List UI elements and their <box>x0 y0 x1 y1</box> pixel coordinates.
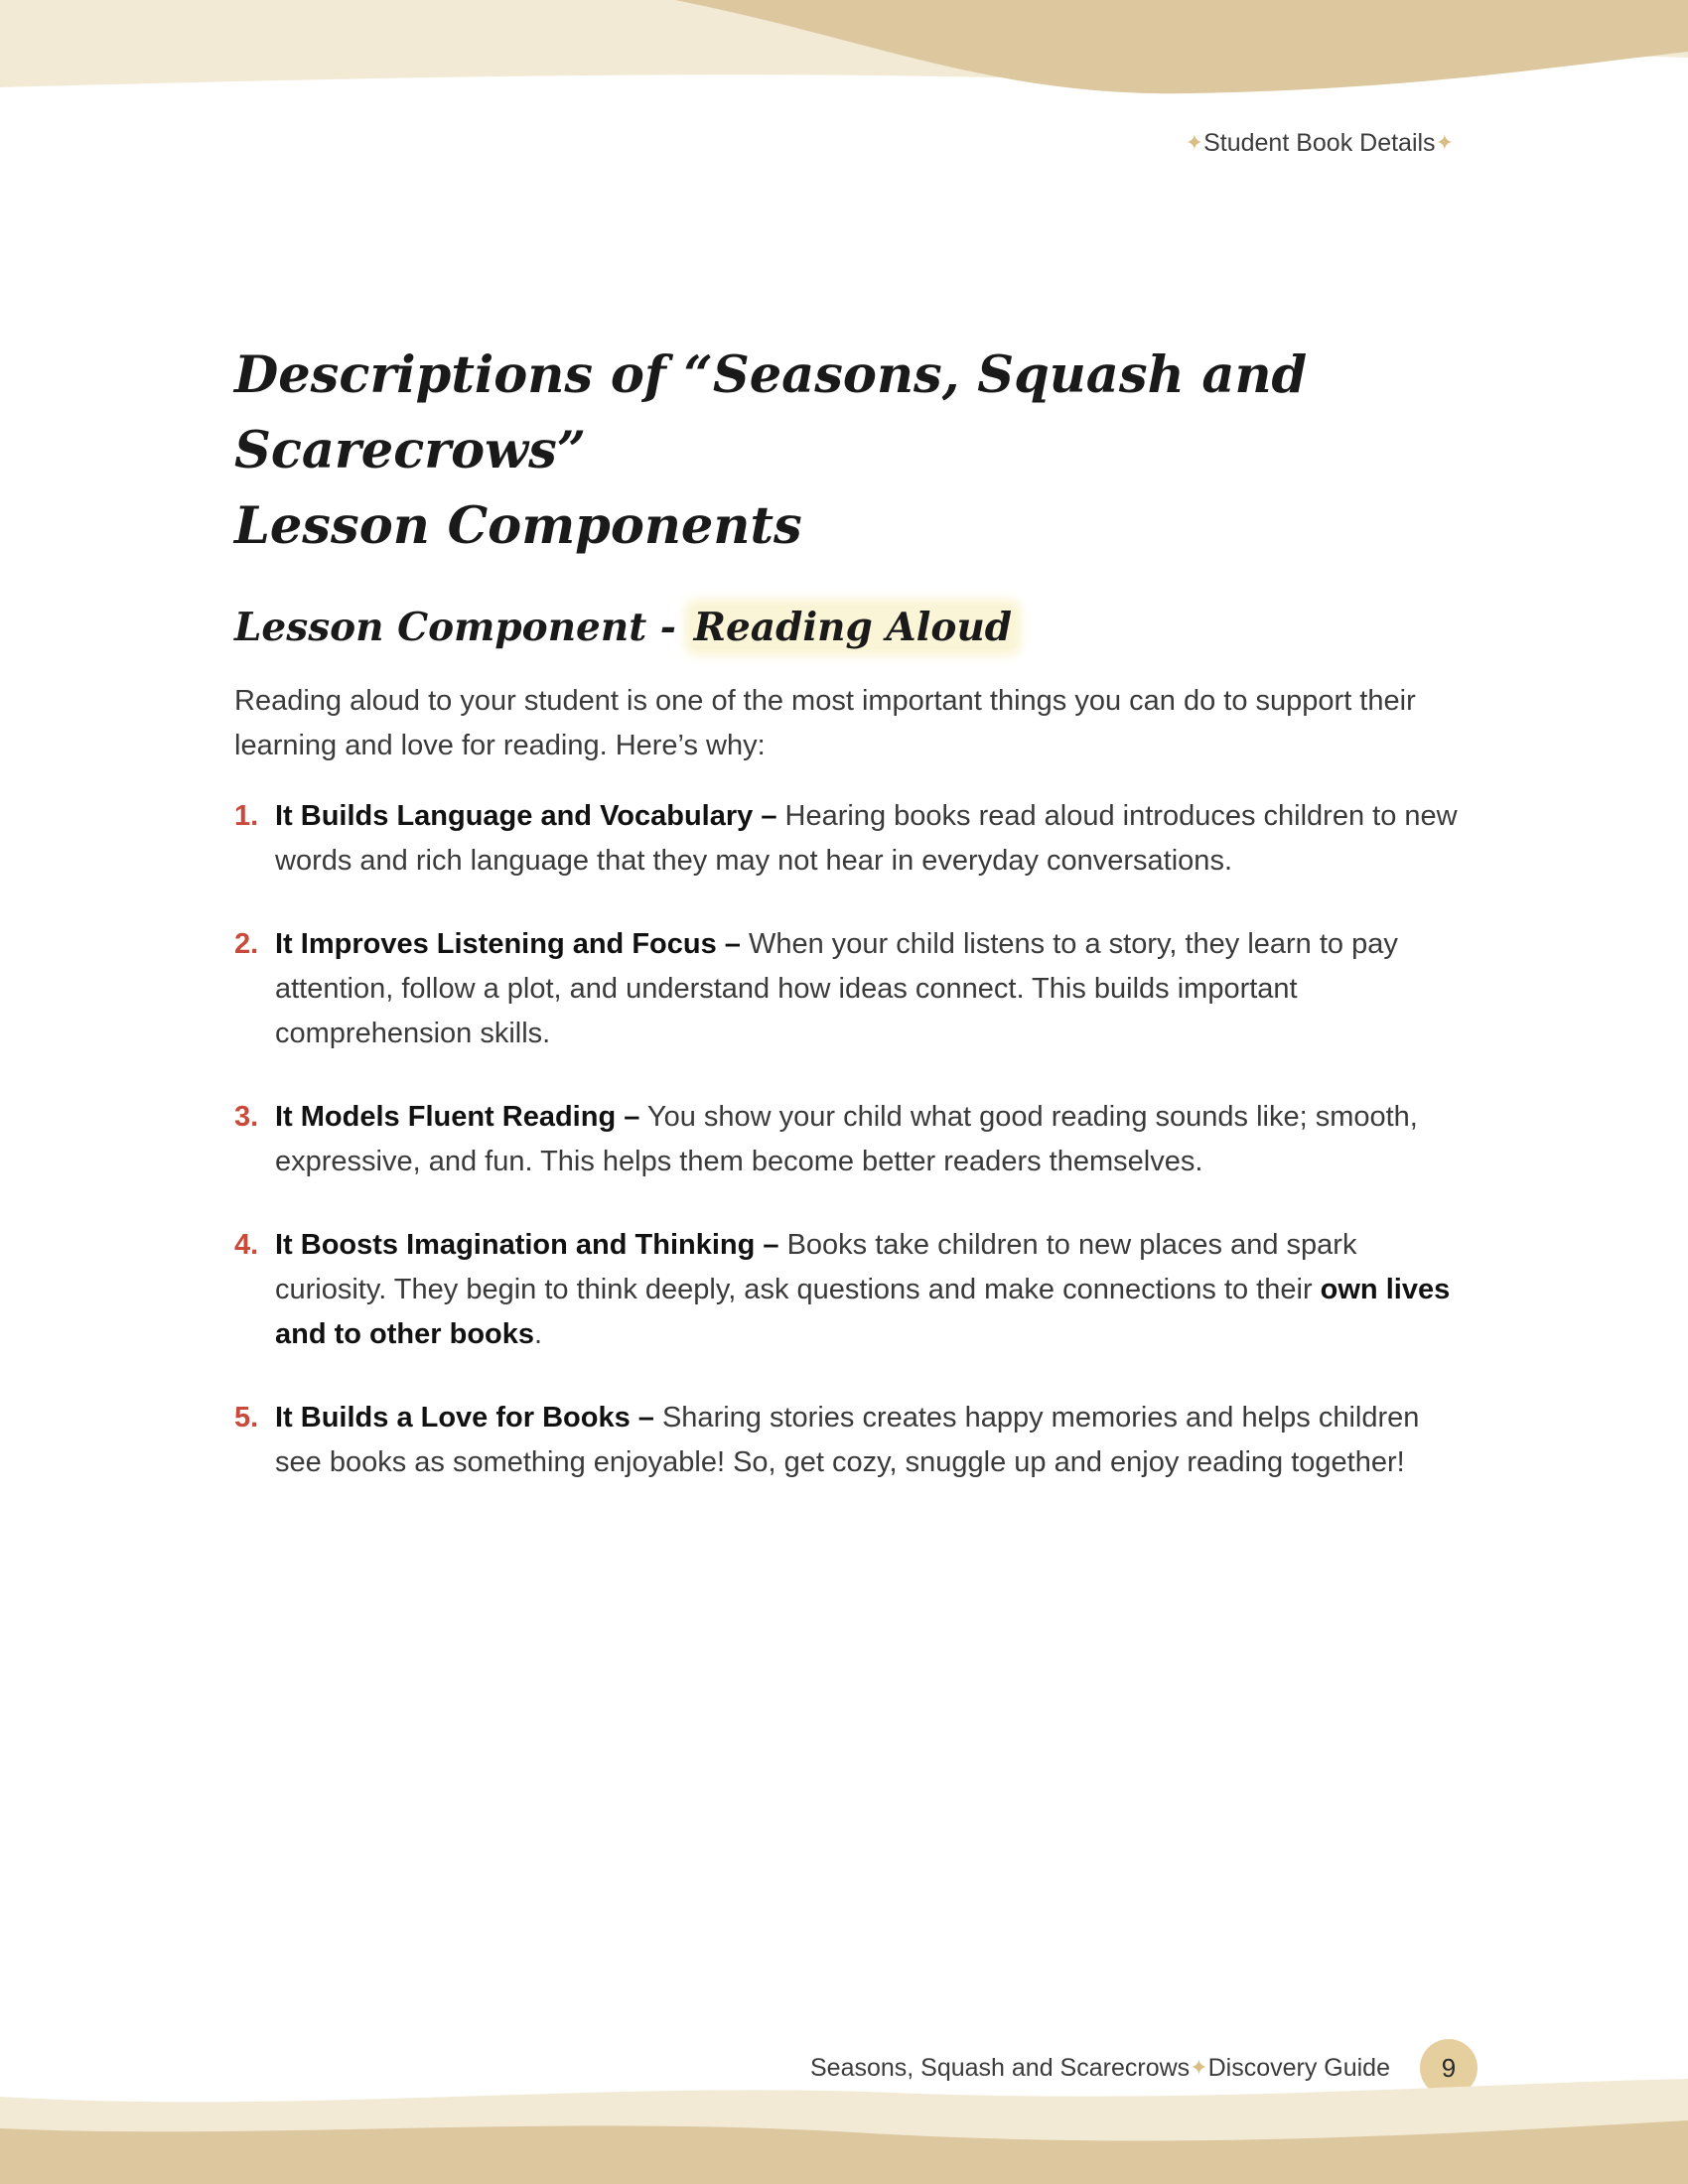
page-number: 9 <box>1441 2052 1457 2083</box>
title-line-2: Lesson Components <box>234 496 802 556</box>
list-heading: It Boosts Imagination and Thinking – <box>275 1229 779 1261</box>
intro-paragraph: Reading aloud to your student is one of the most important things you can do to support their learning and love for reading. Here’s why: <box>234 685 1416 761</box>
list-item <box>234 794 1466 884</box>
footer-guide-label: Discovery Guide <box>1207 2053 1390 2082</box>
four-point-star-icon: ✦ <box>1190 2055 1208 2080</box>
header-section-label <box>1186 129 1454 158</box>
list-heading: It Improves Listening and Focus – <box>275 928 741 960</box>
list-number: 2. <box>234 928 259 960</box>
list-number: 5. <box>234 1402 259 1433</box>
reasons-list <box>234 794 1466 1485</box>
list-text: Books take children to new places and spark curiosity. They begin to think deeply, ask questions and make connections to their <box>275 1229 1357 1305</box>
main-content <box>234 338 1466 1524</box>
header-label-text: Student Book Details <box>1203 129 1436 157</box>
list-number: 3. <box>234 1101 259 1133</box>
footer-book-title: Seasons, Squash and Scarecrows <box>809 2053 1191 2082</box>
subtitle-prefix: Lesson Component - <box>234 605 690 650</box>
list-text: You show your child what good reading sounds like; smooth, expressive, and fun. This helps them become better readers themselves. <box>275 1101 1418 1177</box>
title-line-1: Descriptions of “Seasons, Squash and Scarecrows” <box>234 345 1308 480</box>
list-text: When your child listens to a story, they learn to pay attention, follow a plot, and understand how ideas connect. This builds important comprehension skills. <box>275 928 1398 1049</box>
list-heading: It Models Fluent Reading – <box>275 1101 640 1133</box>
list-item <box>234 1396 1466 1485</box>
list-number: 4. <box>234 1229 259 1261</box>
four-point-star-icon: ✦ <box>1435 130 1454 155</box>
top-wave-decoration <box>0 0 1688 109</box>
list-text: Hearing books read aloud introduces children to new words and rich language that they may not hear in everyday conversations. <box>275 800 1458 877</box>
list-text: Sharing stories creates happy memories and helps children see books as something enjoyable! So, get cozy, snuggle up and enjoy reading together! <box>275 1402 1420 1478</box>
list-heading: It Builds a Love for Books – <box>275 1402 654 1433</box>
list-text-bold: own lives and to other books <box>275 1274 1451 1350</box>
list-heading: It Builds Language and Vocabulary – <box>275 800 777 832</box>
list-text-end: . <box>534 1318 543 1350</box>
four-point-star-icon: ✦ <box>1185 130 1204 155</box>
section-subtitle <box>234 598 1466 657</box>
list-item <box>234 922 1466 1056</box>
page-title <box>234 338 1466 564</box>
list-item <box>234 1095 1466 1184</box>
list-number: 1. <box>234 800 259 832</box>
list-item <box>234 1223 1466 1357</box>
subtitle-highlight: Reading Aloud <box>690 605 1017 650</box>
bottom-wave-decoration <box>0 2075 1688 2184</box>
